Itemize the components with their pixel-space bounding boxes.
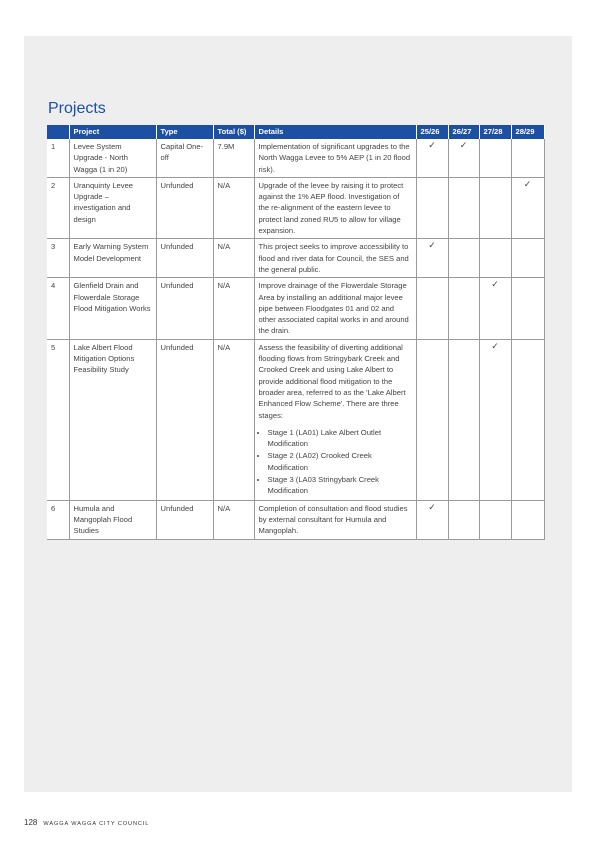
section-title: Projects (48, 100, 106, 117)
tick-cell (479, 500, 511, 539)
project-total: N/A (213, 239, 254, 278)
column-header: Project (69, 125, 156, 139)
row-number: 6 (47, 500, 69, 539)
tick-cell (448, 500, 479, 539)
tick-cell (416, 278, 448, 339)
project-type: Unfunded (156, 239, 213, 278)
stage-item: • Stage 3 (LA03 Stringybark Creek Modification (268, 474, 412, 497)
tick-cell (511, 339, 544, 500)
project-name: Humula and Mangoplah Flood Studies (69, 500, 156, 539)
tick-cell (416, 177, 448, 238)
project-name: Early Warning System Model Development (69, 239, 156, 278)
column-header: 26/27 (448, 125, 479, 139)
row-number: 5 (47, 339, 69, 500)
project-name: Levee System Upgrade - North Wagga (1 in 20) (69, 139, 156, 177)
row-number: 2 (47, 177, 69, 238)
project-type: Unfunded (156, 278, 213, 339)
tick-cell (448, 239, 479, 278)
column-header: Total ($) (213, 125, 254, 139)
projects-table (47, 125, 545, 540)
row-number: 3 (47, 239, 69, 278)
project-total: N/A (213, 278, 254, 339)
check-icon: ✓ (479, 339, 511, 500)
project-details: Assess the feasibility of diverting additional flooding flows from Stringybark Creek and Crooked Creek and using Lake Albert to provide additional flood mitigation to the broader area, referred to as the 'Lake Albert Enhanced Flow Scheme'. There are three stages: (258, 342, 406, 420)
stage-item: • Stage 1 (LA01) Lake Albert Outlet Modification (268, 427, 412, 450)
project-details: Completion of consultation and flood studies by external consultant for Humula and Mangoplah. (254, 500, 416, 539)
project-name: Uranquinty Levee Upgrade – investigation and design (69, 177, 156, 238)
project-details-cell (254, 339, 416, 500)
table-row (47, 278, 544, 339)
project-details: This project seeks to improve accessibility to flood and river data for Council, the SES and the general public. (254, 239, 416, 278)
column-header: Type (156, 125, 213, 139)
project-name: Lake Albert Flood Mitigation Options Feasibility Study (69, 339, 156, 500)
page-number: 128 (24, 818, 38, 827)
tick-cell (416, 339, 448, 500)
table-row (47, 239, 544, 278)
project-total: N/A (213, 177, 254, 238)
check-icon: ✓ (416, 239, 448, 278)
project-type: Unfunded (156, 339, 213, 500)
column-header: 27/28 (479, 125, 511, 139)
check-icon: ✓ (448, 139, 479, 177)
project-name: Glenfield Drain and Flowerdale Storage Flood Mitigation Works (69, 278, 156, 339)
tick-cell (448, 339, 479, 500)
table-row (47, 177, 544, 238)
table-header-row (47, 125, 544, 139)
project-details: Improve drainage of the Flowerdale Storage Area by installing an additional major levee pipe between Floodgates 01 and 02 and other associated capital works in and around the drain. (254, 278, 416, 339)
tick-cell (511, 139, 544, 177)
project-details: Implementation of significant upgrades to the North Wagga Levee to 5% AEP (1 in 20 flood risk). (254, 139, 416, 177)
project-total: 7.9M (213, 139, 254, 177)
tick-cell (511, 239, 544, 278)
row-number: 4 (47, 278, 69, 339)
check-icon: ✓ (479, 278, 511, 339)
tick-cell (511, 500, 544, 539)
page-footer (24, 818, 149, 827)
check-icon: ✓ (511, 177, 544, 238)
column-header: 25/26 (416, 125, 448, 139)
tick-cell (479, 139, 511, 177)
project-details: Upgrade of the levee by raising it to protect against the 1% AEP flood. Investigation of the re-alignment of the eastern levee to protect land zoned RU5 to allow for village expansion. (254, 177, 416, 238)
tick-cell (479, 177, 511, 238)
project-total: N/A (213, 500, 254, 539)
tick-cell (479, 239, 511, 278)
check-icon: ✓ (416, 500, 448, 539)
tick-cell (448, 177, 479, 238)
stage-list (259, 427, 412, 497)
project-type: Unfunded (156, 500, 213, 539)
project-type: Unfunded (156, 177, 213, 238)
tick-cell (511, 278, 544, 339)
stage-item: • Stage 2 (LA02) Crooked Creek Modification (268, 450, 412, 473)
column-header: 28/29 (511, 125, 544, 139)
organisation-name: WAGGA WAGGA CITY COUNCIL (43, 821, 150, 827)
project-type: Capital One-off (156, 139, 213, 177)
tick-cell (448, 278, 479, 339)
column-header: Details (254, 125, 416, 139)
project-total: N/A (213, 339, 254, 500)
row-number: 1 (47, 139, 69, 177)
check-icon: ✓ (416, 139, 448, 177)
column-header (47, 125, 69, 139)
table-row (47, 500, 544, 539)
table-row (47, 139, 544, 177)
table-row (47, 339, 544, 500)
